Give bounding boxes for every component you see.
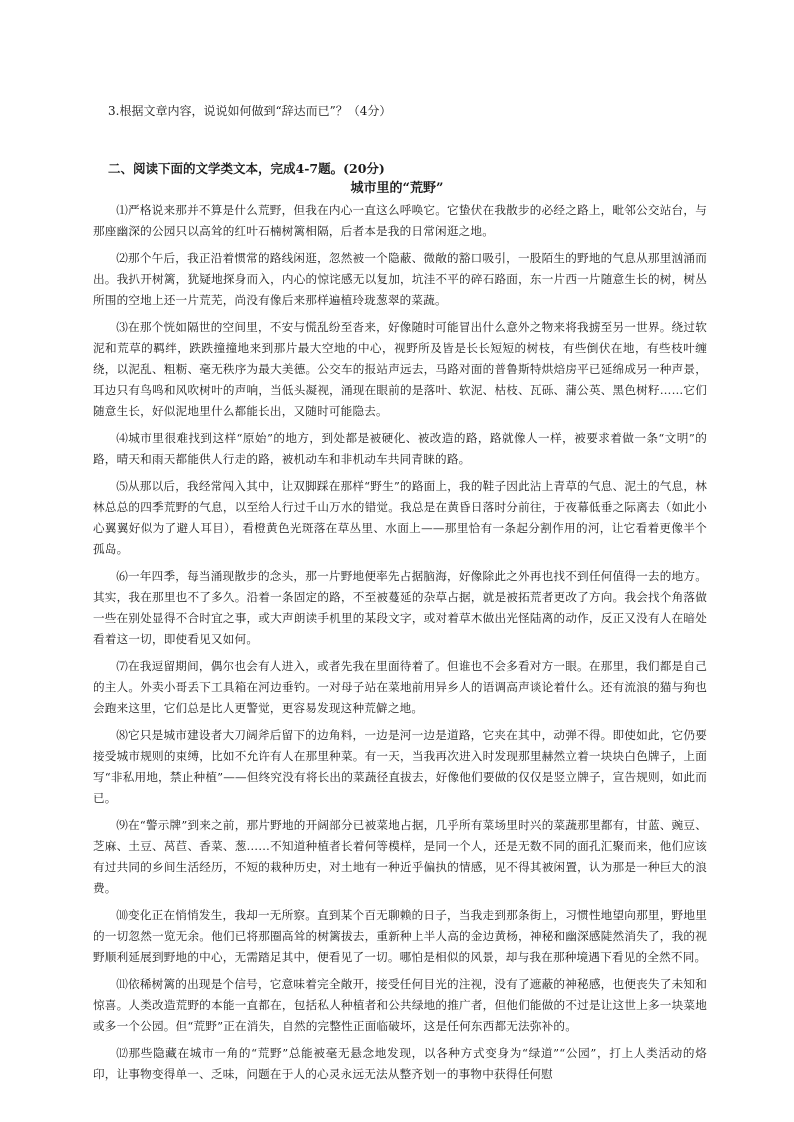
section-heading: 二、阅读下面的文学类文本，完成4-7题。(20分) [108, 161, 385, 176]
article-body [93, 200, 707, 1091]
paragraph-3: ⑶在那个恍如隔世的空间里，不安与慌乱纷至沓来，好像随时可能冒出什么意外之物来将我掳至另一世界。绕过软泥和荒草的羁绊，跌跌撞撞地来到那片最大空地的中心，视野所及皆是长长短短的树枝，有些倒伏在地，有些枝叶缠绕，以泥乱、粗粝、毫无秩序为最大美德。公交车的报站声远去，马路对面的普鲁斯特烘焙房平已延绵成另一种声景，耳边只有鸟鸣和风吹树叶的声响，当低头凝视，涌现在眼前的是落叶、软泥、枯枝、瓦砾、蒲公英、黑色树籽……它们随意生长，好似泥地里什么都能长出，又随时可能隐去。 [93, 320, 707, 418]
paragraph-9: ⑼在“警示牌”到来之前，那片野地的开阔部分已被菜地占据，几乎所有菜场里时兴的菜蔬那里都有，甘蓝、豌豆、芝麻、土豆、莴苣、香菜、葱……不知道种植者长着何等模样，是同一个人，还是无数不同的面孔汇聚而来，他们应该有过共同的乡间生活经历，不短的栽种历史，对土地有一种近乎偏执的情感，见不得其被闲置，认为那是一种巨大的浪费。 [93, 818, 707, 895]
paragraph-1: ⑴严格说来那并不算是什么荒野，但我在内心一直这么呼唤它。它蛰伏在我散步的必经之路上，毗邻公交站台，与那座幽深的公园只以高耸的红叶石楠树篱相隔，后者本是我的日常闲逛之地。 [93, 203, 707, 238]
paragraph-8: ⑻它只是城市建设者大刀阔斧后留下的边角料，一边是河一边是道路，它夹在其中，动弹不得。即使如此，它仍要接受城市规则的束缚，比如不允许有人在那里种菜。有一天，当我再次进入时发现那里赫然立着一块块白色牌子，上面写“非私用地，禁止种植”——但终究没有将长出的菜蔬径直拔去，好像他们要做的仅仅是竖立牌子，宣告规则，如此而已。 [93, 728, 707, 805]
paragraph-11: ⑾依稀树篱的出现是个信号，它意味着完全敞开，接受任何目光的注视，没有了遮蔽的神秘感，也便丧失了未知和惊喜。人类改造荒野的本能一直都在，包括私人种植者和公共绿地的推广者，但他们能做的不过是让这世上多一块菜地或多一个公园。但“荒野”正在消失，自然的完整性正面临破坏，这是任何东西都无法弥补的。 [93, 977, 707, 1033]
article-title: 城市里的“荒野” [350, 181, 444, 196]
paragraph-6: ⑹一年四季，每当涌现散步的念头，那一片野地便率先占据脑海，好像除此之外再也找不到任何值得一去的地方。其实，我在那里也不了多久。沿着一条固定的路，不至被蔓延的杂草占据，就是被拓荒者更改了方向。我会找个角落做一些在别处显得不合时宜之事，或大声朗读手机里的某段文字，或对着草木做出光怪陆离的动作，反正又没有人在暗处看着这一切，即使看见又如何。 [93, 569, 707, 646]
question-3: 3.根据文章内容，说说如何做到“辞达而已”？（4分） [108, 104, 392, 118]
paragraph-4: ⑷城市里很难找到这样“原始”的地方，到处都是被硬化、被改造的路，路就像人一样，被要求着做一条“文明”的路，晴天和雨天都能供人行走的路，被机动车和非机动车共同青睐的路。 [93, 431, 707, 466]
paragraph-5: ⑸从那以后，我经常闯入其中，让双脚踩在那样“野生”的路面上，我的鞋子因此沾上青草的气息、泥土的气息，林林总总的四季荒野的气息，以至给人行过千山万水的错觉。我总是在黄昏日落时分前往，于夜幕低垂之际离去（如此小心翼翼好似为了避人耳目），看橙黄色光斑落在草丛里、水面上——那里恰有一条起分割作用的河，让它看着更像半个孤岛。 [93, 479, 707, 556]
paragraph-10: ⑽变化正在悄悄发生，我却一无所察。直到某个百无聊赖的日子，当我走到那条街上，习惯性地望向那里，野地里的一切忽然一览无余。他们已将那圈高耸的树篱拔去，重新种上半人高的金边黄杨，神秘和幽深感陡然消失了，我的视野顺利延展到野地的中心，无需踏足其中，便看见了一切。哪怕是相似的风景，却与我在那种境遇下看见的全然不同。 [93, 908, 707, 964]
paragraph-7: ⑺在我逗留期间，偶尔也会有人进入，或者先我在里面待着了。但谁也不会多看对方一眼。在那里，我们都是自己的主人。外卖小哥丢下工具箱在河边垂钓。一对母子站在菜地前用异乡人的语调高声谈论着什么。还有流浪的猫与狗也会跑来这里，它们总是比人更警觉，更容易发现这种荒僻之地。 [93, 659, 707, 715]
paragraph-2: ⑵那个午后，我正沿着惯常的路线闲逛，忽然被一个隐蔽、微敞的豁口吸引，一股陌生的野地的气息从那里汹涌而出。我扒开树篱，犹疑地探身而入，内心的惊诧感无以复加，坑洼不平的碎石路面，东一片西一片随意生长的树，树丛所围的空地上还一片荒芜，尚没有像后来那样遍植玲珑葱翠的菜蔬。 [93, 251, 707, 307]
paragraph-12: ⑿那些隐藏在城市一角的“荒野”总能被毫无悬念地发现，以各种方式变身为“绿道”“公园”，打上人类活动的烙印，让事物变得单一、乏味，问题在于人的心灵永远无法从整齐划一的事物中获得任何慰 [93, 1046, 707, 1081]
